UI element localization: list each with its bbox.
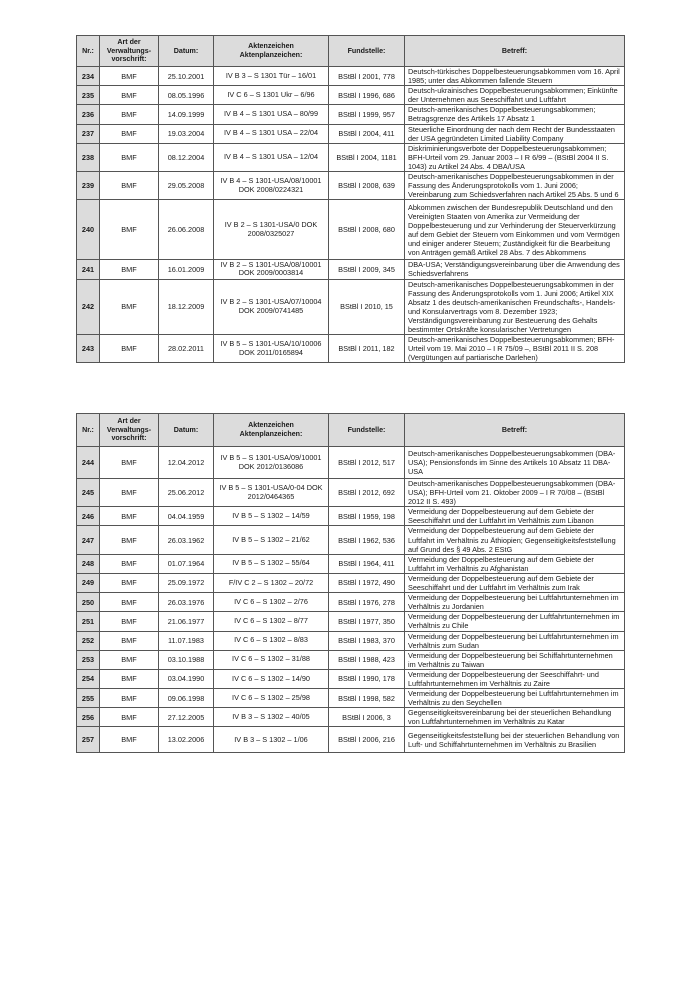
cell-art: BMF: [100, 67, 159, 86]
table-row: [77, 200, 625, 260]
cell-datum: 16.01.2009: [159, 260, 214, 279]
header-datum: Datum:: [159, 414, 214, 447]
cell-fundstelle: BStBl I 2012, 517: [329, 447, 405, 479]
cell-art: BMF: [100, 143, 159, 171]
cell-betreff: Vermeidung der Doppelbesteuerung bei Luftfahrtunternehmen im Verhältnis zu Jordanien: [405, 593, 625, 612]
table-row: [77, 279, 625, 335]
table-row: [77, 507, 625, 526]
cell-fundstelle: BStBl I 2012, 692: [329, 479, 405, 507]
table-row: [77, 708, 625, 727]
cell-aktenzeichen: F/IV C 2 – S 1302 – 20/72: [214, 573, 329, 592]
cell-betreff: Abkommen zwischen der Bundesrepublik Deutschland und den Vereinigten Staaten von Amerika zur Vermeidung der Doppelbesteuerung und zur Verhinderung der Steuerverkürzung auf dem Gebiet der Steuern vom Einkommen und vom Vermögen und einiger anderer Steuern; Zuständigkeit für die Bearbeitung von Anträgen gemäß Artikel 28 Abs. 7 des Abkommens: [405, 200, 625, 260]
header-datum: Datum:: [159, 36, 214, 67]
cell-betreff: Gegenseitigkeitsvereinbarung bei der steuerlichen Behandlung von Luftfahrtunternehmen im Verhältnis zu Katar: [405, 708, 625, 727]
cell-nr: 248: [77, 554, 100, 573]
table-row: [77, 124, 625, 143]
cell-datum: 04.04.1959: [159, 507, 214, 526]
cell-art: BMF: [100, 260, 159, 279]
header-betreff: Betreff:: [405, 414, 625, 447]
cell-fundstelle: BStBl I 2001, 778: [329, 67, 405, 86]
regulations-table-2: [76, 413, 625, 753]
cell-art: BMF: [100, 86, 159, 105]
cell-fundstelle: BStBl I 2011, 182: [329, 335, 405, 363]
cell-art: BMF: [100, 447, 159, 479]
cell-aktenzeichen: IV B 2 – S 1301-USA/07/10004 DOK 2009/0741485: [214, 279, 329, 335]
cell-art: BMF: [100, 612, 159, 631]
table-row: [77, 631, 625, 650]
cell-aktenzeichen: IV C 6 – S 1301 Ukr – 6/96: [214, 86, 329, 105]
cell-art: BMF: [100, 479, 159, 507]
cell-betreff: Vermeidung der Doppelbesteuerung bei Luftfahrtunternehmen im Verhältnis zu den Seychellen: [405, 689, 625, 708]
cell-nr: 250: [77, 593, 100, 612]
cell-aktenzeichen: IV C 6 – S 1302 – 25/98: [214, 689, 329, 708]
cell-nr: 234: [77, 67, 100, 86]
table-row: [77, 669, 625, 688]
cell-datum: 21.06.1977: [159, 612, 214, 631]
cell-betreff: Gegenseitigkeitsfeststellung bei der steuerlichen Behandlung von Luft- und Schiffahrtunternehmen im Verhältnis zu Brasilien: [405, 727, 625, 753]
table-row: [77, 593, 625, 612]
cell-art: BMF: [100, 105, 159, 124]
cell-art: BMF: [100, 172, 159, 200]
cell-datum: 13.02.2006: [159, 727, 214, 753]
cell-art: BMF: [100, 279, 159, 335]
cell-betreff: Diskriminierungsverbote der Doppelbesteuerungsabkommen; BFH-Urteil vom 29. Januar 2003 – I R 6/99 – (BStBl 2004 II S. 1043) zu Artikel 24 Abs. 4 DBA/USA: [405, 143, 625, 171]
table-row: [77, 479, 625, 507]
table-row: [77, 612, 625, 631]
cell-art: BMF: [100, 200, 159, 260]
table-row: [77, 689, 625, 708]
table-row: [77, 105, 625, 124]
cell-aktenzeichen: IV B 2 – S 1301-USA/0 DOK 2008/0325027: [214, 200, 329, 260]
cell-datum: 25.06.2012: [159, 479, 214, 507]
table-row: [77, 335, 625, 363]
cell-art: BMF: [100, 631, 159, 650]
cell-datum: 03.04.1990: [159, 669, 214, 688]
table-row: [77, 573, 625, 592]
table-row: [77, 260, 625, 279]
cell-fundstelle: BStBl I 1962, 536: [329, 526, 405, 554]
cell-aktenzeichen: IV C 6 – S 1302 – 14/90: [214, 669, 329, 688]
cell-fundstelle: BStBl I 2006, 216: [329, 727, 405, 753]
table-row: [77, 143, 625, 171]
cell-betreff: DBA-USA; Verständigungsvereinbarung über die Anwendung des Schiedsverfahrens: [405, 260, 625, 279]
cell-datum: 01.07.1964: [159, 554, 214, 573]
cell-fundstelle: BStBl I 1988, 423: [329, 650, 405, 669]
cell-nr: 244: [77, 447, 100, 479]
cell-aktenzeichen: IV C 6 – S 1302 – 8/83: [214, 631, 329, 650]
cell-nr: 247: [77, 526, 100, 554]
cell-datum: 08.12.2004: [159, 143, 214, 171]
cell-aktenzeichen: IV B 5 – S 1302 – 21/62: [214, 526, 329, 554]
cell-nr: 240: [77, 200, 100, 260]
cell-aktenzeichen: IV B 5 – S 1301-USA/10/10006 DOK 2011/0165894: [214, 335, 329, 363]
cell-nr: 235: [77, 86, 100, 105]
cell-nr: 251: [77, 612, 100, 631]
table-row: [77, 86, 625, 105]
cell-fundstelle: BStBl I 1964, 411: [329, 554, 405, 573]
cell-art: BMF: [100, 507, 159, 526]
cell-aktenzeichen: IV B 4 – S 1301 USA – 80/99: [214, 105, 329, 124]
cell-fundstelle: BStBl I 1999, 957: [329, 105, 405, 124]
cell-datum: 11.07.1983: [159, 631, 214, 650]
cell-fundstelle: BStBl I 2010, 15: [329, 279, 405, 335]
table-2-body: [77, 447, 625, 753]
cell-datum: 03.10.1988: [159, 650, 214, 669]
cell-nr: 252: [77, 631, 100, 650]
cell-fundstelle: BStBl I 2004, 411: [329, 124, 405, 143]
cell-aktenzeichen: IV B 5 – S 1301-USA/09/10001 DOK 2012/0136086: [214, 447, 329, 479]
cell-nr: 237: [77, 124, 100, 143]
cell-datum: 26.06.2008: [159, 200, 214, 260]
cell-art: BMF: [100, 554, 159, 573]
cell-aktenzeichen: IV C 6 – S 1302 – 8/77: [214, 612, 329, 631]
header-fundstelle: Fundstelle:: [329, 36, 405, 67]
cell-aktenzeichen: IV B 4 – S 1301 USA – 12/04: [214, 143, 329, 171]
header-fundstelle: Fundstelle:: [329, 414, 405, 447]
cell-betreff: Vermeidung der Doppelbesteuerung auf dem Gebiete der Luftfahrt im Verhältnis zu Äthiopien; Gegenseitigkeitsfeststellung auf Grund des § 49 Abs. 2 EStG: [405, 526, 625, 554]
cell-nr: 255: [77, 689, 100, 708]
table-row: [77, 172, 625, 200]
cell-nr: 236: [77, 105, 100, 124]
table-row: [77, 447, 625, 479]
cell-aktenzeichen: IV B 5 – S 1301-USA/0-04 DOK 2012/0464365: [214, 479, 329, 507]
cell-fundstelle: BStBl I 2004, 1181: [329, 143, 405, 171]
cell-art: BMF: [100, 727, 159, 753]
cell-betreff: Deutsch-amerikanisches Doppelbesteuerungsabkommen; BFH-Urteil vom 19. Mai 2010 – I R 75/09 –, BStBl 2011 II S. 208 (Vergütungen auf partiarische Darlehen): [405, 335, 625, 363]
cell-datum: 26.03.1976: [159, 593, 214, 612]
cell-fundstelle: BStBl I 2009, 345: [329, 260, 405, 279]
cell-datum: 26.03.1962: [159, 526, 214, 554]
cell-aktenzeichen: IV B 3 – S 1302 – 40/05: [214, 708, 329, 727]
cell-aktenzeichen: IV B 5 – S 1302 – 55/64: [214, 554, 329, 573]
cell-nr: 249: [77, 573, 100, 592]
cell-betreff: Deutsch-türkisches Doppelbesteuerungsabkommen vom 16. April 1985; unter das Abkommen fallende Steuern: [405, 67, 625, 86]
cell-nr: 245: [77, 479, 100, 507]
table-1-body: [77, 67, 625, 363]
cell-nr: 242: [77, 279, 100, 335]
table-row: [77, 554, 625, 573]
cell-aktenzeichen: IV B 2 – S 1301-USA/08/10001 DOK 2009/0003814: [214, 260, 329, 279]
cell-datum: 25.10.2001: [159, 67, 214, 86]
cell-nr: 243: [77, 335, 100, 363]
cell-nr: 238: [77, 143, 100, 171]
cell-fundstelle: BStBl I 1977, 350: [329, 612, 405, 631]
header-art: Art der Verwaltungs-vorschrift:: [100, 414, 159, 447]
cell-nr: 256: [77, 708, 100, 727]
cell-fundstelle: BStBl I 1996, 686: [329, 86, 405, 105]
header-nr: Nr.:: [77, 414, 100, 447]
cell-fundstelle: BStBl I 2006, 3: [329, 708, 405, 727]
cell-betreff: Deutsch-amerikanisches Doppelbesteuerungsabkommen; Betragsgrenze des Artikels 17 Absatz 1: [405, 105, 625, 124]
cell-datum: 29.05.2008: [159, 172, 214, 200]
cell-aktenzeichen: IV B 4 – S 1301 USA – 22/04: [214, 124, 329, 143]
header-nr: Nr.:: [77, 36, 100, 67]
cell-nr: 246: [77, 507, 100, 526]
cell-fundstelle: BStBl I 1959, 198: [329, 507, 405, 526]
cell-fundstelle: BStBl I 1972, 490: [329, 573, 405, 592]
table-header-row: [77, 414, 625, 447]
cell-nr: 254: [77, 669, 100, 688]
cell-art: BMF: [100, 573, 159, 592]
header-aktenzeichen: Aktenzeichen Aktenplanzeichen:: [214, 414, 329, 447]
cell-fundstelle: BStBl I 1983, 370: [329, 631, 405, 650]
table-row: [77, 67, 625, 86]
table-row: [77, 526, 625, 554]
cell-aktenzeichen: IV B 5 – S 1302 – 14/59: [214, 507, 329, 526]
cell-datum: 09.06.1998: [159, 689, 214, 708]
header-aktenzeichen: Aktenzeichen Aktenplanzeichen:: [214, 36, 329, 67]
cell-betreff: Deutsch-amerikanisches Doppelbesteuerungsabkommen (DBA-USA); Pensionsfonds im Sinne des Artikels 10 Absatz 11 DBA-USA: [405, 447, 625, 479]
cell-datum: 27.12.2005: [159, 708, 214, 727]
cell-aktenzeichen: IV C 6 – S 1302 – 2/76: [214, 593, 329, 612]
cell-fundstelle: BStBl I 2008, 680: [329, 200, 405, 260]
cell-datum: 08.05.1996: [159, 86, 214, 105]
cell-datum: 12.04.2012: [159, 447, 214, 479]
cell-nr: 253: [77, 650, 100, 669]
cell-betreff: Vermeidung der Doppelbesteuerung auf dem Gebiete der Luftfahrt im Verhältnis zu Afghanistan: [405, 554, 625, 573]
header-art: Art der Verwaltungs-vorschrift:: [100, 36, 159, 67]
cell-art: BMF: [100, 689, 159, 708]
table-row: [77, 650, 625, 669]
cell-art: BMF: [100, 669, 159, 688]
cell-datum: 19.03.2004: [159, 124, 214, 143]
cell-aktenzeichen: IV B 3 – S 1301 Tür – 16/01: [214, 67, 329, 86]
cell-art: BMF: [100, 593, 159, 612]
cell-betreff: Vermeidung der Doppelbesteuerung auf dem Gebiete der Seeschiffahrt und der Luftfahrt im Verhältnis zum Libanon: [405, 507, 625, 526]
cell-datum: 25.09.1972: [159, 573, 214, 592]
table-row: [77, 727, 625, 753]
table-header-row: [77, 36, 625, 67]
cell-datum: 14.09.1999: [159, 105, 214, 124]
cell-art: BMF: [100, 124, 159, 143]
cell-fundstelle: BStBl I 1990, 178: [329, 669, 405, 688]
cell-aktenzeichen: IV B 4 – S 1301-USA/08/10001 DOK 2008/0224321: [214, 172, 329, 200]
cell-nr: 239: [77, 172, 100, 200]
cell-fundstelle: BStBl I 1976, 278: [329, 593, 405, 612]
cell-datum: 18.12.2009: [159, 279, 214, 335]
cell-betreff: Vermeidung der Doppelbesteuerung der Luftfahrtunternehmen im Verhältnis zu Chile: [405, 612, 625, 631]
cell-betreff: Vermeidung der Doppelbesteuerung auf dem Gebiete der Seeschiffahrt und der Luftfahrt im Verhältnis zum Irak: [405, 573, 625, 592]
cell-betreff: Deutsch-amerikanisches Doppelbesteuerungsabkommen (DBA-USA); BFH-Urteil vom 21. Oktober 2009 – I R 70/08 – (BStBl 2012 II S. 493): [405, 479, 625, 507]
cell-nr: 241: [77, 260, 100, 279]
cell-betreff: Deutsch-amerikanisches Doppelbesteuerungsabkommen in der Fassung des Änderungsprotokolls vom 1. Juni 2006; Artikel XIX Absatz 1 des deutsch-amerikanischen Freundschafts-, Handels- und Konsularvertrags vom 8. Dezember 1923; Verständigungsvereinbarung zur Besteuerung des Gehalts bestimmter Ortskräfte konsularischer Vertretungen: [405, 279, 625, 335]
cell-betreff: Vermeidung der Doppelbesteuerung bei Schiffahrtunternehmen im Verhältnis zu Taiwan: [405, 650, 625, 669]
cell-betreff: Vermeidung der Doppelbesteuerung der Seeschiffahrt- und Luftfahrtunternehmen im Verhältnis zu Zaire: [405, 669, 625, 688]
header-betreff: Betreff:: [405, 36, 625, 67]
cell-betreff: Deutsch-ukrainisches Doppelbesteuerungsabkommen; Einkünfte der Unternehmen aus Seeschiffahrt und Luftfahrt: [405, 86, 625, 105]
cell-betreff: Vermeidung der Doppelbesteuerung bei Luftfahrtunternehmen im Verhältnis zum Sudan: [405, 631, 625, 650]
cell-art: BMF: [100, 526, 159, 554]
cell-art: BMF: [100, 650, 159, 669]
cell-fundstelle: BStBl I 1998, 582: [329, 689, 405, 708]
cell-nr: 257: [77, 727, 100, 753]
cell-art: BMF: [100, 708, 159, 727]
cell-aktenzeichen: IV C 6 – S 1302 – 31/88: [214, 650, 329, 669]
cell-betreff: Steuerliche Einordnung der nach dem Recht der Bundesstaaten der USA gegründeten Limited Liability Company: [405, 124, 625, 143]
cell-aktenzeichen: IV B 3 – S 1302 – 1/06: [214, 727, 329, 753]
cell-art: BMF: [100, 335, 159, 363]
cell-fundstelle: BStBl I 2008, 639: [329, 172, 405, 200]
cell-datum: 28.02.2011: [159, 335, 214, 363]
regulations-table-1: [76, 35, 625, 363]
cell-betreff: Deutsch-amerikanisches Doppelbesteuerungsabkommen in der Fassung des Änderungsprotokolls vom 1. Juni 2006; Vereinbarung zum Schiedsverfahren nach Artikel 25 Abs. 5 und 6: [405, 172, 625, 200]
